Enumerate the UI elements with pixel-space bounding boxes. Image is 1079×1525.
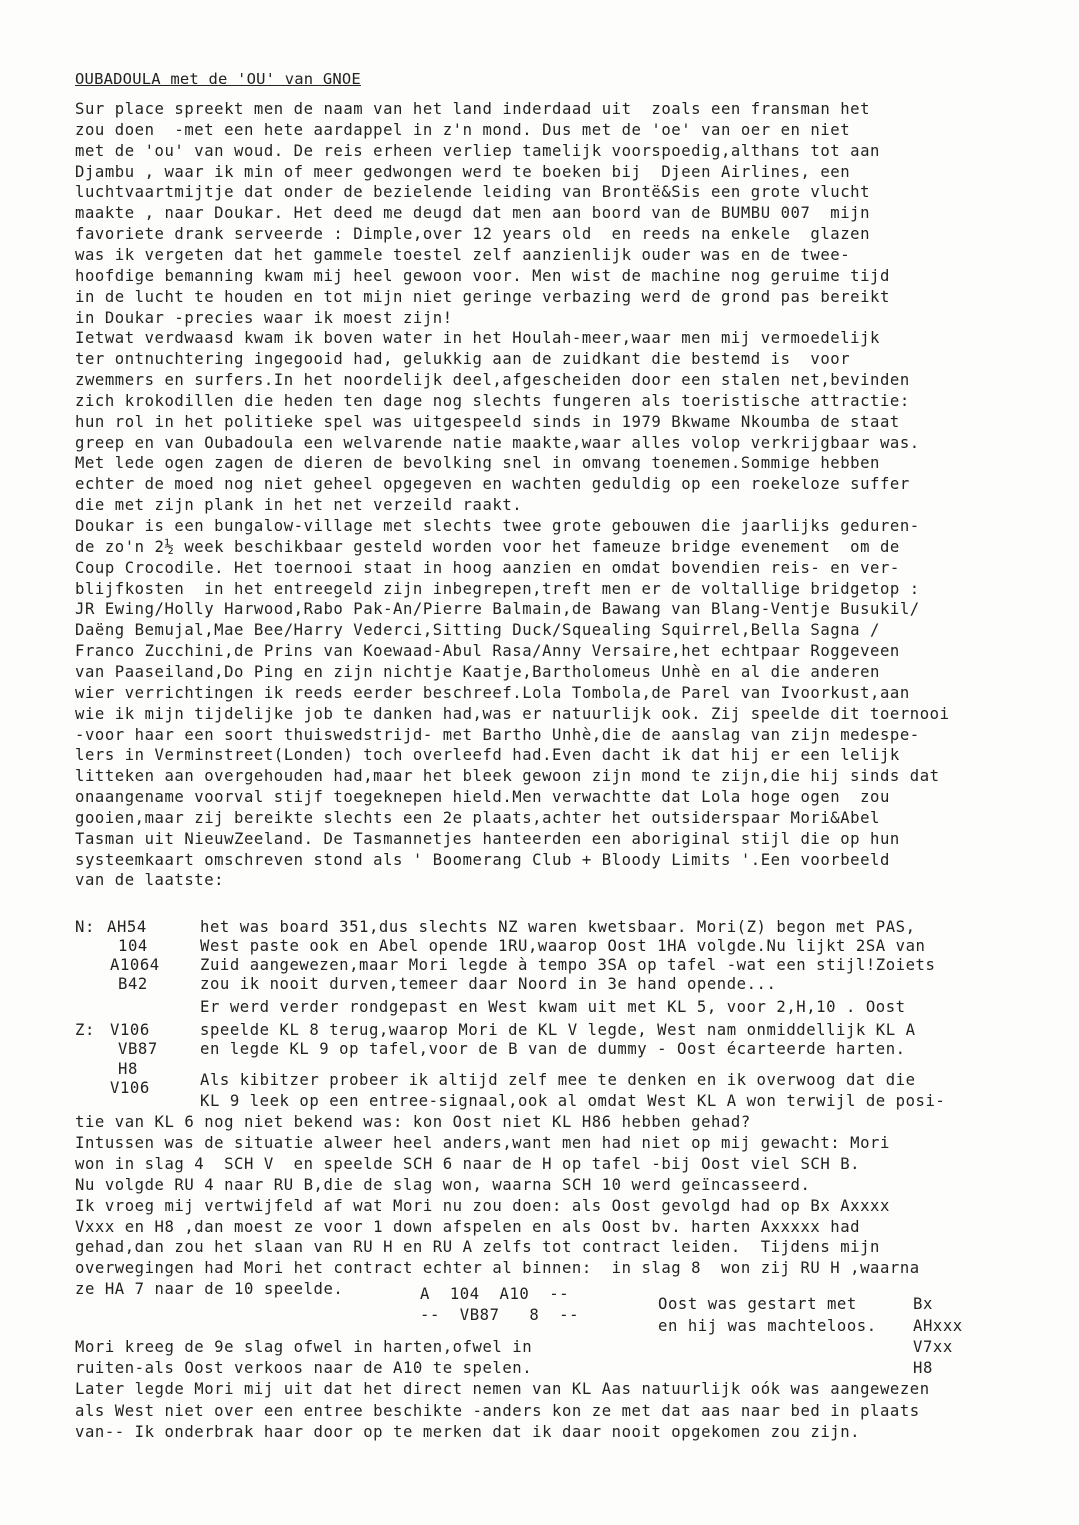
- north-hearts: 104: [118, 937, 148, 955]
- text-line: Daëng Bemujal,Mae Bee/Harry Vederci,Sitting Duck/Squealing Squirrel,Bella Sagna /: [75, 621, 880, 640]
- text-line: luchtvaartmijtje dat onder de bezielende leiding van Brontë&Sis een grote vlucht: [75, 183, 871, 202]
- text-line: greep en van Oubadoula een welvarende natie maakte,waar alles volop verkrijgbaar was.: [75, 433, 920, 452]
- text-line: tie van KL 6 nog niet bekend was: kon Oost niet KL H86 hebben gehad?: [75, 1113, 751, 1131]
- ending-row-1: A 104 A10 --: [420, 1285, 570, 1303]
- text-line: Nu volgde RU 4 naar RU B,die de slag won, waarna SCH 10 werd geïncasseerd.: [75, 1175, 811, 1194]
- east-note-line1: Oost was gestart met: [658, 1295, 857, 1313]
- narrative-line: Als kibitzer probeer ik altijd zelf mee te denken en ik overwoog dat die: [200, 1071, 916, 1089]
- east-note-line2: en hij was machteloos.: [658, 1317, 877, 1335]
- text-line: van Paaseiland,Do Ping en zijn nichtje Kaatje,Bartholomeus Unhè en al die anderen: [75, 662, 880, 681]
- south-spades: V106: [110, 1021, 150, 1039]
- text-line: JR Ewing/Holly Harwood,Rabo Pak-An/Pierre Balmain,de Bawang van Blang-Ventje Busukil/: [75, 600, 920, 619]
- text-line: onaangename voorval stijf toegeknepen hield.Men verwachtte dat Lola hoge ogen zou: [75, 788, 890, 807]
- text-line: Tasman uit NieuwZeeland. De Tasmannetjes hanteerden een aboriginal stijl die op hun: [75, 829, 900, 848]
- narrative-line: KL 9 leek op een entree-signaal,ook al omdat West KL A won terwijl de posi-: [200, 1092, 946, 1110]
- south-clubs: V106: [110, 1079, 150, 1097]
- north-clubs: B42: [118, 975, 148, 993]
- text-line: de zo'n 2½ week beschikbaar gesteld worden voor het fameuze bridge evenement om de: [75, 537, 900, 556]
- text-line: zich krokodillen die heden ten dage nog slechts fungeren als toeristische attractie:: [75, 391, 910, 410]
- text-line: ruiten-als Oost verkoos naar de A10 te spelen.: [75, 1359, 533, 1377]
- text-line: Coup Crocodile. Het toernooi staat in hoog aanzien en omdat bovendien reis- en ver-: [75, 558, 900, 577]
- text-line: systeemkaart omschreven stond als ' Boomerang Club + Bloody Limits '.Een voorbeeld: [75, 850, 890, 869]
- north-spades: AH54: [107, 918, 147, 936]
- text-line: Ik vroeg mij vertwijfeld af wat Mori nu zou doen: als Oost gevolgd had op Bx Axxxx: [75, 1196, 890, 1215]
- text-line: zwemmers en surfers.In het noordelijk deel,afgescheiden door een stalen net,bevinden: [75, 371, 910, 390]
- text-line: die met zijn plank in het net verzeild raakt.: [75, 496, 523, 515]
- text-line: Sur place spreekt men de naam van het land inderdaad uit zoals een fransman het: [75, 100, 871, 118]
- text-line: hun rol in het politieke spel was uitgespeeld sinds in 1979 Bkwame Nkoumba de staat: [75, 412, 900, 431]
- text-line: overwegingen had Mori het contract echter al binnen: in slag 8 won zij RU H ,waarna: [75, 1259, 920, 1278]
- east-card-spades: Bx: [913, 1295, 933, 1313]
- east-card-clubs: H8: [913, 1359, 933, 1377]
- text-line: litteken aan overgehouden had,maar het bleek gewoon zijn mond te zijn,die hij sinds dat: [75, 767, 940, 786]
- page-title: OUBADOULA met de 'OU' van GNOE: [75, 70, 361, 88]
- text-line: met de 'ou' van woud. De reis erheen verliep tamelijk voorspoedig,althans tot aan: [75, 141, 880, 160]
- text-line: won in slag 4 SCH V en speelde SCH 6 naar de H op tafel -bij Oost viel SCH B.: [75, 1154, 861, 1173]
- narrative-line: Zuid aangewezen,maar Mori legde à tempo 3SA op tafel -wat een stijl!Zoiets: [200, 956, 936, 974]
- east-card-diamonds: V7xx: [913, 1338, 953, 1356]
- text-line: van-- Ik onderbrak haar door op te merken dat ik daar nooit opgekomen zou zijn.: [75, 1423, 861, 1441]
- text-line: was ik vergeten dat het gammele toestel zelf aanzienlijk ouder was en de twee-: [75, 245, 851, 264]
- east-card-hearts: AHxxx: [913, 1317, 963, 1335]
- text-line: Intussen was de situatie alweer heel anders,want men had niet op mij gewacht: Mori: [75, 1133, 890, 1152]
- text-line: blijfkosten in het entreegeld zijn inbegrepen,treft men er de voltallige bridgetop :: [75, 579, 920, 598]
- text-line: gehad,dan zou het slaan van RU H en RU A zelfs tot contract leiden. Tijdens mijn: [75, 1238, 880, 1257]
- narrative-line: Er werd verder rondgepast en West kwam uit met KL 5, voor 2,H,10 . Oost: [200, 998, 906, 1016]
- text-line: ze HA 7 naar de 10 speelde.: [75, 1280, 344, 1299]
- text-line: maakte , naar Doukar. Het deed me deugd dat men aan boord van de BUMBU 007 mijn: [75, 204, 871, 223]
- text-line: Later legde Mori mij uit dat het direct nemen van KL Aas natuurlijk oók was aangewezen: [75, 1380, 930, 1398]
- text-line: zou doen -met een hete aardappel in z'n mond. Dus met de 'oe' van oer en niet: [75, 120, 851, 139]
- text-line: in de lucht te houden en tot mijn niet geringe verbazing werd de grond pas bereikt: [75, 287, 890, 306]
- text-line: ter ontnuchtering ingegooid had, gelukkig aan de zuidkant die bestemd is voor: [75, 350, 851, 369]
- narrative-line: zou ik nooit durven,temeer daar Noord in 3e hand opende...: [200, 975, 777, 993]
- text-line: favoriete drank serveerde : Dimple,over 12 years old en reeds na enkele glazen: [75, 225, 871, 244]
- text-line: van de laatste:: [75, 871, 225, 890]
- north-diamonds: A1064: [110, 956, 160, 974]
- text-line: Ietwat verdwaasd kwam ik boven water in het Houlah-meer,waar men mij vermoedelijk: [75, 329, 880, 348]
- text-line: Met lede ogen zagen de dieren de bevolking snel in omvang toenemen.Sommige hebben: [75, 454, 880, 473]
- text-line: Doukar is een bungalow-village met slechts twee grote gebouwen die jaarlijks geduren-: [75, 517, 920, 535]
- text-line: als West niet over een entree beschikte -anders kon ze met dat aas naar bed in plaats: [75, 1401, 920, 1420]
- text-line: Djambu , waar ik min of meer gedwongen werd te boeken bij Djeen Airlines, een: [75, 162, 851, 181]
- text-line: wier verrichtingen ik reeds eerder beschreef.Lola Tombola,de Parel van Ivoorkust,aan: [75, 683, 910, 702]
- text-line: echter de moed nog niet geheel opgegeven en wachten geduldig op een roekeloze suffer: [75, 475, 910, 494]
- text-line: Mori kreeg de 9e slag ofwel in harten,ofwel in: [75, 1338, 533, 1356]
- narrative-line: speelde KL 8 terug,waarop Mori de KL V legde, West nam onmiddellijk KL A: [200, 1021, 916, 1039]
- ending-row-2: -- VB87 8 --: [420, 1306, 580, 1324]
- south-hearts: VB87: [118, 1040, 158, 1058]
- text-line: wie ik mijn tijdelijke job te danken had,was er natuurlijk ook. Zij speelde dit toernooi: [75, 704, 950, 723]
- text-line: Vxxx en H8 ,dan moest ze voor 1 down afspelen en als Oost bv. harten Axxxxx had: [75, 1217, 861, 1236]
- south-label: Z:: [75, 1021, 95, 1039]
- text-line: -voor haar een soort thuiswedstrijd- met Bartho Unhè,die de aanslag van zijn medespe-: [75, 725, 920, 744]
- narrative-line: West paste ook en Abel opende 1RU,waarop Oost 1HA volgde.Nu lijkt 2SA van: [200, 937, 926, 955]
- text-line: lers in Verminstreet(Londen) toch overleefd had.Even dacht ik dat hij er een lelijk: [75, 746, 900, 765]
- text-line: in Doukar -precies waar ik moest zijn!: [75, 308, 453, 327]
- narrative-line: het was board 351,dus slechts NZ waren kwetsbaar. Mori(Z) begon met PAS,: [200, 918, 916, 936]
- text-line: Franco Zucchini,de Prins van Koewaad-Abul Rasa/Anny Versaire,het echtpaar Roggeveen: [75, 642, 900, 661]
- north-label: N:: [75, 918, 95, 936]
- text-line: gooien,maar zij bereikte slechts een 2e plaats,achter het outsiderspaar Mori&Abel: [75, 808, 880, 827]
- narrative-line: en legde KL 9 op tafel,voor de B van de dummy - Oost écarteerde harten.: [200, 1040, 906, 1058]
- south-diamonds: H8: [118, 1060, 138, 1078]
- text-line: hoofdige bemanning kwam mij heel gewoon voor. Men wist de machine nog geruime tijd: [75, 266, 890, 285]
